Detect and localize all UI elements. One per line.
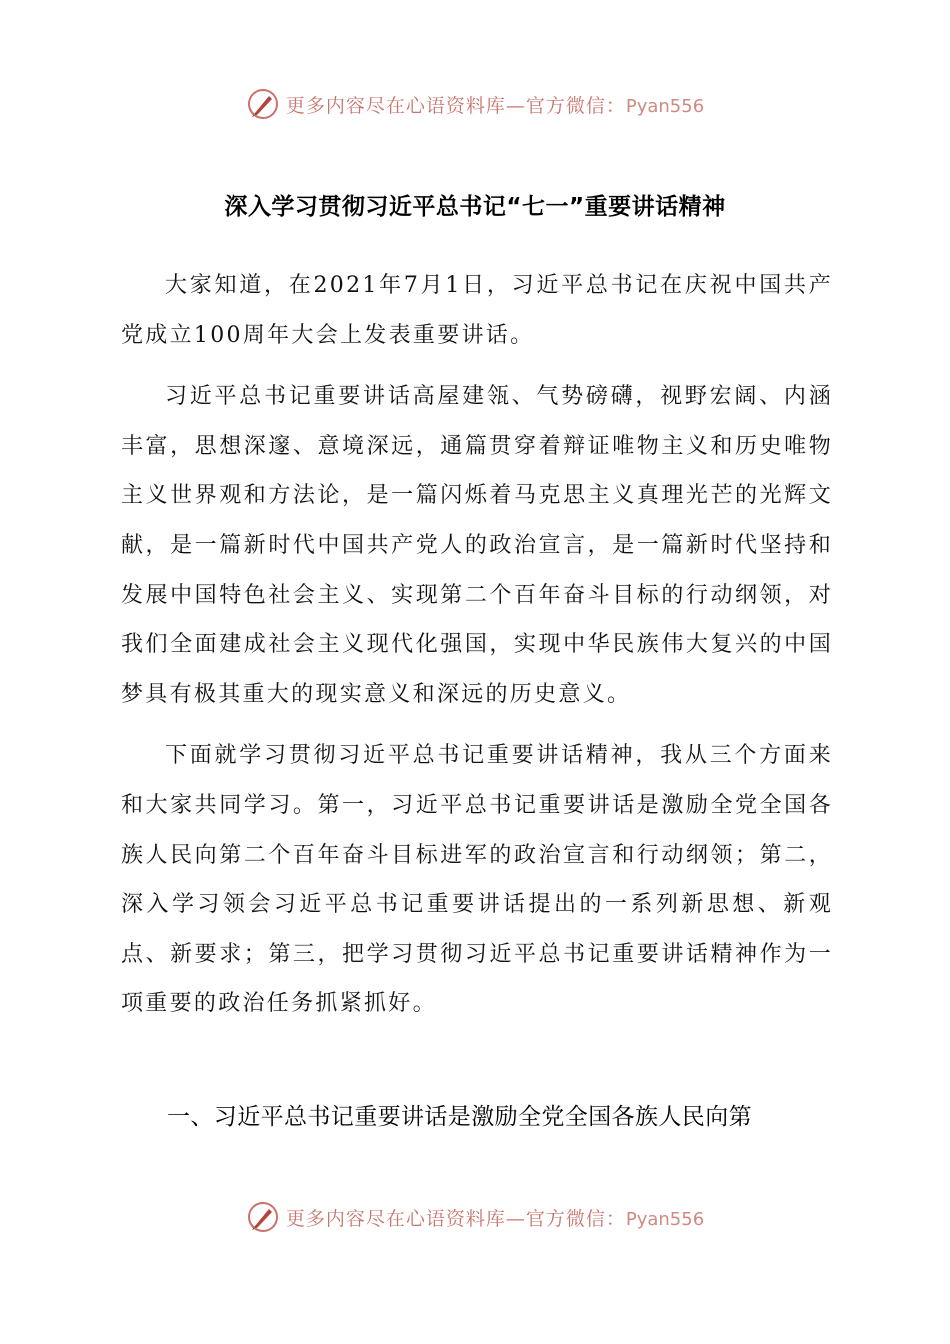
paragraph-significance: 习近平总书记重要讲话高屋建瓴、气势磅礴，视野宏阔、内涵丰富，思想深邃、意境深远，通篇贯穿着辩证唯物主义和历史唯物主义世界观和方法论，是一篇闪烁着马克思主义真理光芒的光辉文献，是一篇新时代中国共产党人的政治宣言，是一篇新时代坚持和发展中国特色社会主义、实现第二个百年奋斗目标的行动纲领，对我们全面建成社会主义现代化强国，实现中华民族伟大复兴的中国梦具有极其重大的现实意义和深远的历史意义。 <box>121 384 833 707</box>
document-body <box>121 261 833 1029</box>
quill-pen-circle-icon <box>246 1200 280 1234</box>
watermark-banner-bottom <box>0 1197 950 1237</box>
paragraph-intro: 大家知道，在2021年7月1日，习近平总书记在庆祝中国共产党成立100周年大会上发表重要讲话。 <box>121 273 833 348</box>
wechat-id: Pyan556 <box>625 1208 705 1230</box>
watermark-banner-top <box>0 84 950 124</box>
document-title: 深入学习贯彻习近平总书记“七一”重要讲话精神 <box>224 194 726 220</box>
watermark-text: 更多内容尽在心语资料库—官方微信：Pyan556 <box>285 94 705 117</box>
watermark-text: 更多内容尽在心语资料库—官方微信：Pyan556 <box>285 1207 705 1230</box>
section-heading: 一、习近平总书记重要讲话是激励全党全国各族人民向第 <box>167 1104 752 1130</box>
paragraph-outline: 下面就学习贯彻习近平总书记重要讲话精神，我从三个方面来和大家共同学习。第一，习近平总书记重要讲话是激励全党全国各族人民向第二个百年奋斗目标进军的政治宣言和行动纲领；第二，深入学习领会习近平总书记重要讲话提出的一系列新思想、新观点、新要求；第三，把学习贯彻习近平总书记重要讲话精神作为一项重要的政治任务抓紧抓好。 <box>121 743 833 1017</box>
quill-pen-circle-icon <box>246 87 280 121</box>
wechat-id: Pyan556 <box>625 95 705 117</box>
